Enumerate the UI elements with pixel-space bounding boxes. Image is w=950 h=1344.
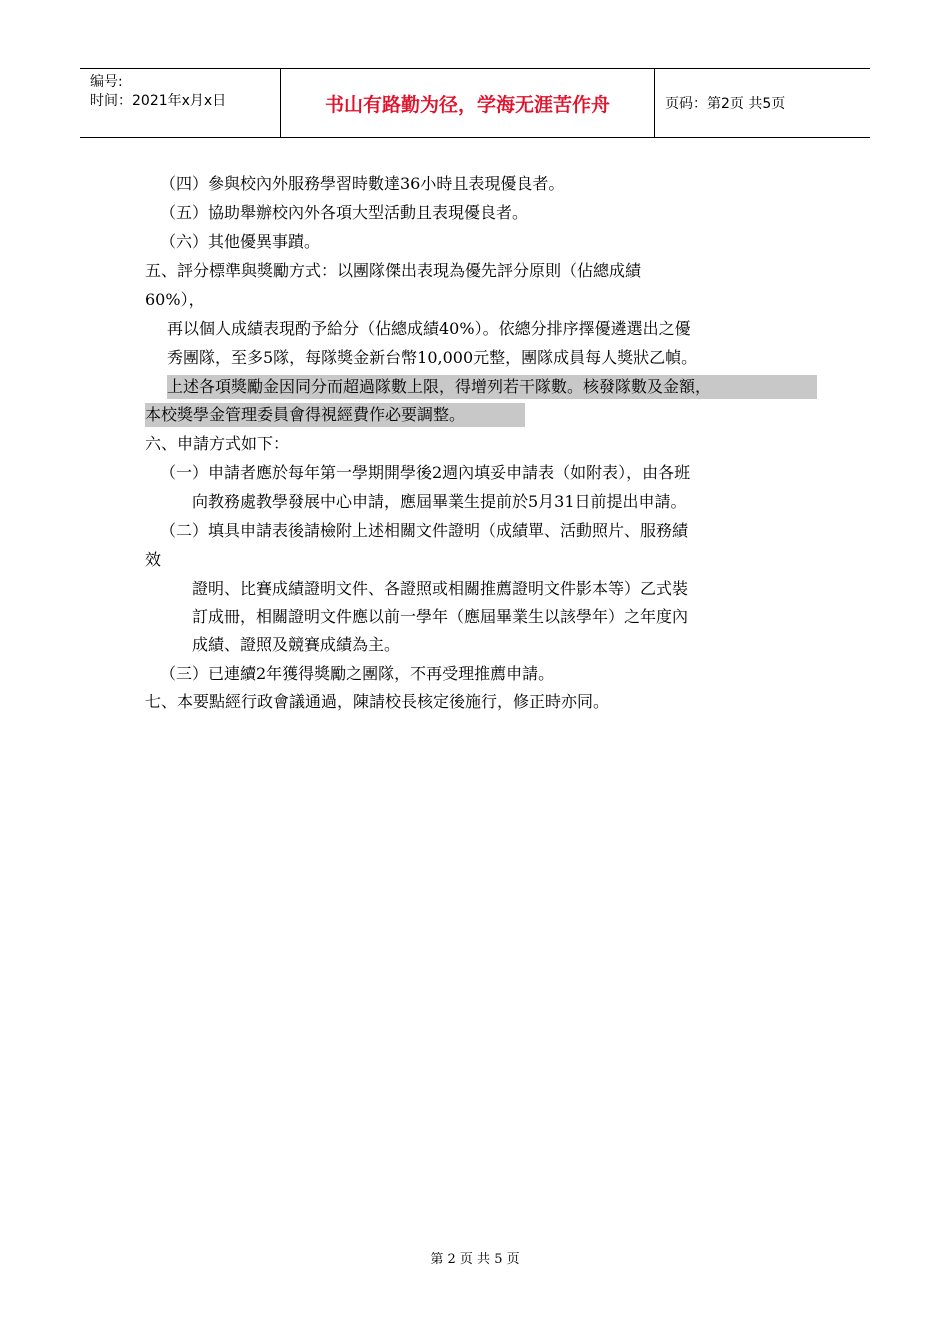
number-label: 编号: [90,74,123,90]
page-footer: 第 2 页 共 5 页 [430,1252,520,1267]
time-label: 时间：2021年x月x日 [90,93,227,109]
header-page-info: 页码：第2页 共5页 [665,96,786,112]
header-meta [80,69,281,137]
text-line: （六）其他優異事蹟。 [160,232,321,251]
section-heading: 五、評分標準與獎勵方式：以團隊傑出表現為優先評分原則（佔總成績 [145,261,642,280]
text-line: （三）已連續2年獲得獎勵之團隊，不再受理推薦申請。 [160,664,555,683]
text-line: 訂成冊，相關證明文件應以前一學年（應屆畢業生以該學年）之年度內 [192,607,689,626]
text-line: （四）參與校內外服務學習時數達36小時且表現優良者。 [160,174,565,193]
text-line: （二）填具申請表後請檢附上述相關文件證明（成績單、活動照片、服務績 [160,521,689,540]
text-line: 秀團隊，至多5隊，每隊獎金新台幣10,000元整，團隊成員每人獎狀乙幀。 [167,348,698,367]
text-line: 效 [145,550,162,569]
text-line: （一）申請者應於每年第一學期開學後2週內填妥申請表（如附表），由各班 [160,463,691,482]
text-line: 證明、比賽成績證明文件、各證照或相關推薦證明文件影本等）乙式裝 [192,579,689,598]
highlighted-line: 上述各項獎勵金因同分而超過隊數上限，得增列若干隊數。核發隊數及金額， [167,375,817,399]
text-line: 成績、證照及競賽成績為主。 [192,635,401,654]
header-motto: 书山有路勤为径，学海无涯苦作舟 [281,69,655,137]
highlighted-line: 本校獎學金管理委員會得視經費作必要調整。 [145,403,525,427]
section-heading: 六、申請方式如下： [145,434,290,453]
section-heading: 七、本要點經行政會議通過，陳請校長核定後施行，修正時亦同。 [145,692,610,711]
text-line: 向教務處教學發展中心申請，應屆畢業生提前於5月31日前提出申請。 [192,492,687,511]
page-header [80,68,870,138]
text-line: （五）協助舉辦校內外各項大型活動且表現優良者。 [160,203,529,222]
text-line: 60%）， [145,290,205,309]
text-line: 再以個人成績表現酌予給分（佔總成績40%）。依總分排序擇優遴選出之優 [167,319,691,338]
